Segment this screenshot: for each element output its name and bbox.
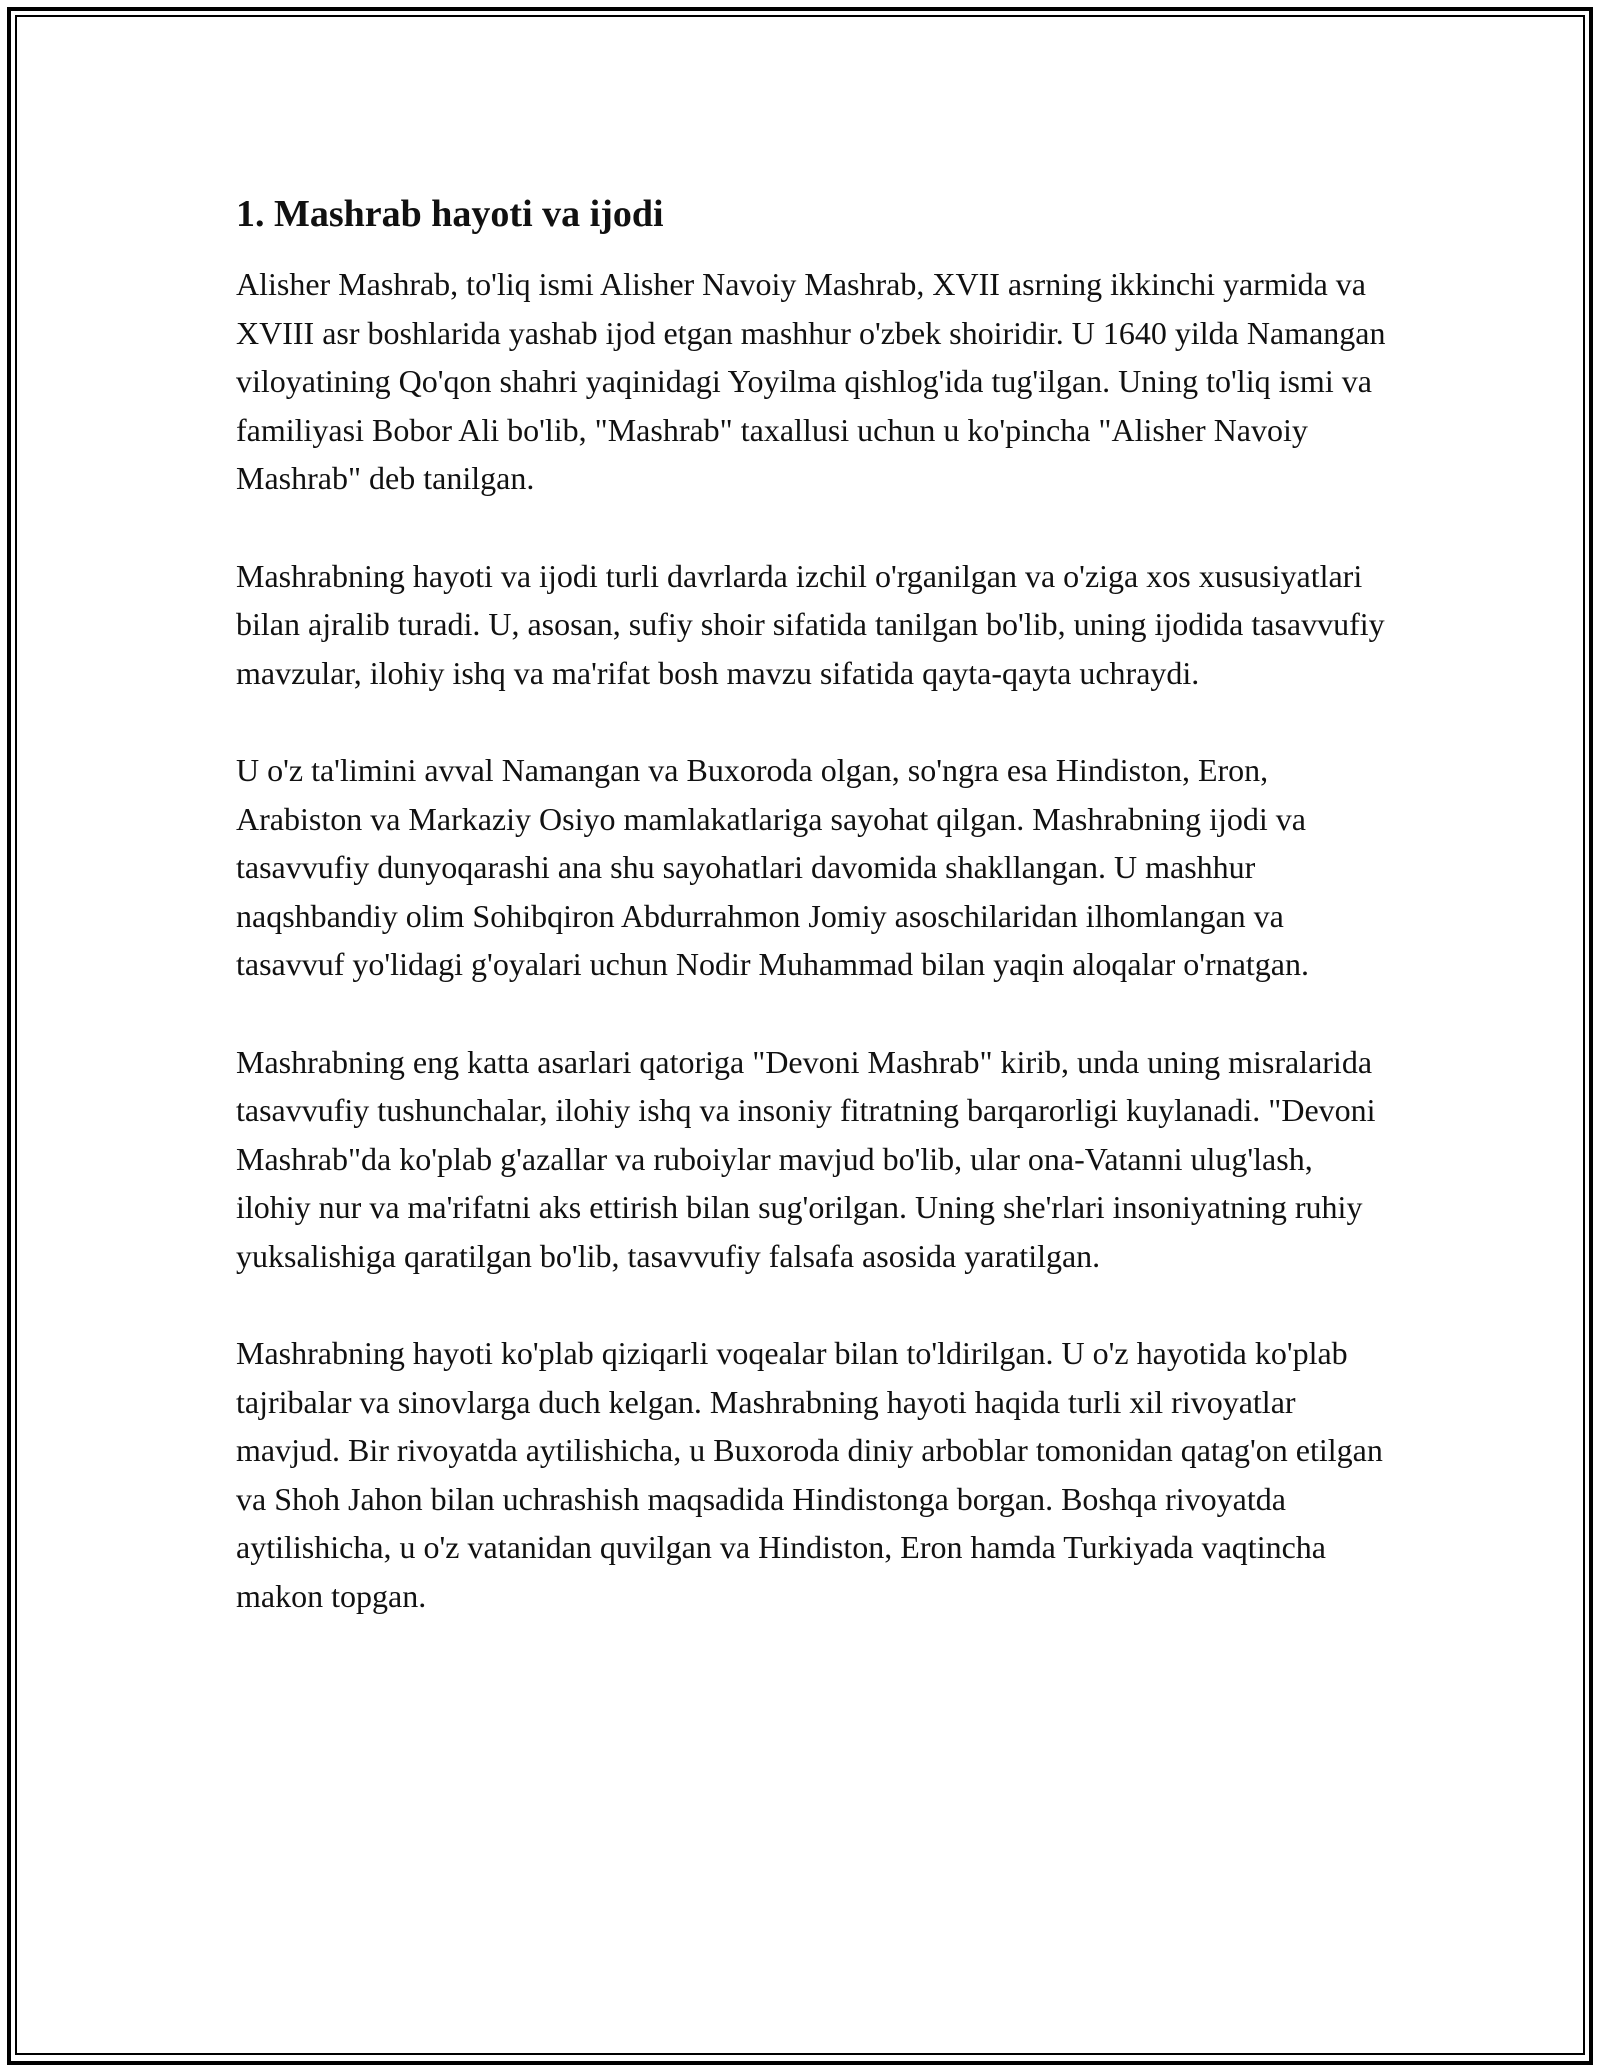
paragraph-1: Alisher Mashrab, to'liq ismi Alisher Navoiy Mashrab, XVII asrning ikkinchi yarmida va XVIII asr boshlarida yashab ijod etgan mashhur o'zbek shoiridir. U 1640 yilda Namangan viloyatining Qo'qon shahri yaqinidagi Yoyilma qishlog'ida tug'ilgan. Uning to'liq ismi va familiyasi Bobor Ali bo'lib, "Mashrab" taxallusi uchun u ko'pincha "Alisher Navoiy Mashrab" deb tanilgan. (236, 266, 1386, 496)
paragraph-4: Mashrabning eng katta asarlari qatoriga "Devoni Mashrab" kirib, unda uning misralarida tasavvufiy tushunchalar, ilohiy ishq va insoniy fitratning barqarorligi kuylanadi. "Devoni Mashrab"da ko'plab g'azallar va ruboiylar mavjud bo'lib, ular ona-Vatanni ulug'lash, ilohiy nur va ma'rifatni aks ettirish bilan sug'orilgan. Uning she'rlari insoniyatning ruhiy yuksalishiga qaratilgan bo'lib, tasavvufiy falsafa asosida yaratilgan. (236, 1043, 1376, 1274)
paragraph-2: Mashrabning hayoti va ijodi turli davrlarda izchil o'rganilgan va o'ziga xos xususiyatlari bilan ajralib turadi. U, asosan, sufiy shoir sifatida tanilgan bo'lib, uning ijodida tasavvufiy mavzular, ilohiy ishq va ma'rifat bosh mavzu sifatida qayta-qayta uchraydi. (236, 557, 1385, 691)
paragraph-5: Mashrabning hayoti ko'plab qiziqarli voqealar bilan to'ldirilgan. U o'z hayotida ko'plab tajribalar va sinovlarga duch kelgan. Mashrabning hayoti haqida turli xil rivoyatlar mavjud. Bir rivoyatda aytilishicha, u Buxoroda diniy arboblar tomonidan qatag'on etilgan va Shoh Jahon bilan uchrashish maqsadida Hindistonga borgan. Boshqa rivoyatda aytilishicha, u o'z vatanidan quvilgan va Hindiston, Eron hamda Turkiyada vaqtincha makon topgan. (236, 1335, 1383, 1614)
paragraph-3: U o'z ta'limini avval Namangan va Buxoroda olgan, so'ngra esa Hindiston, Eron, Arabiston va Markaziy Osiyo mamlakatlariga sayohat qilgan. Mashrabning ijodi va tasavvufiy dunyoqarashi ana shu sayohatlari davomida shakllangan. U mashhur naqshbandiy olim Sohibqiron Abdurrahmon Jomiy asoschilaridan ilhomlangan va tasavvuf yo'lidagi g'oyalari uchun Nodir Muhammad bilan yaqin aloqalar o'rnatgan. (236, 752, 1309, 982)
section-heading: 1. Mashrab hayoti va ijodi (236, 193, 664, 235)
document-body (236, 186, 1386, 1669)
